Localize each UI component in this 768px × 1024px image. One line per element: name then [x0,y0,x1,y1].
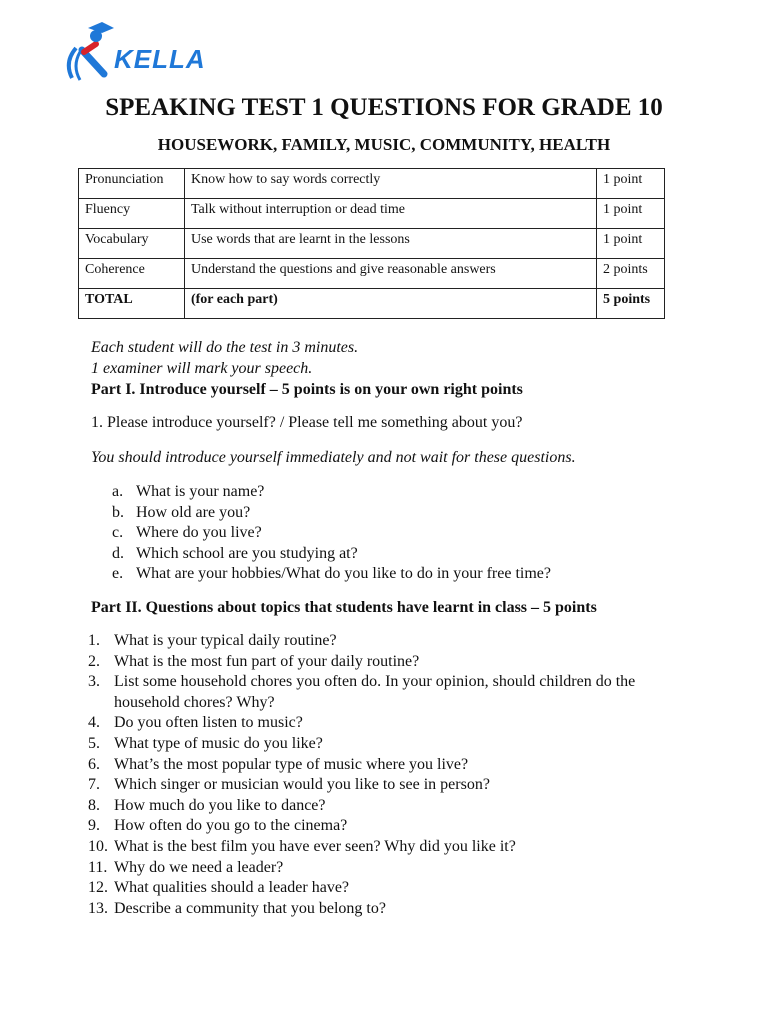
question-number: 2. [88,652,100,670]
question-text: How much do you like to dance? [114,796,326,814]
list-item [112,482,551,503]
part1-instruction: You should introduce yourself immediately and not wait for these questions. [91,449,576,466]
part2-heading: Part II. Questions about topics that students have learnt in class – 5 points [91,599,597,616]
list-item [88,652,674,673]
list-item-text: Which school are you studying at? [136,544,358,562]
list-marker: c. [112,524,124,542]
list-item-text: Where do you live? [136,524,262,542]
question-number: 9. [88,817,100,835]
question-text: How often do you go to the cinema? [114,817,348,835]
rubric-points: 1 point [597,229,665,259]
graduate-cap-figure-icon [62,22,122,84]
question-number: 4. [88,714,100,732]
rubric-row [79,289,665,319]
rubric-points: 1 point [597,169,665,199]
list-item [88,837,674,858]
rubric-description: Use words that are learnt in the lessons [184,229,596,259]
rubric-description: Know how to say words correctly [184,169,596,199]
note-examiner: 1 examiner will mark your speech. [91,360,313,377]
question-text: What is your typical daily routine? [114,632,337,649]
question-number: 7. [88,776,100,794]
rubric-criterion: Fluency [79,199,185,229]
question-number: 6. [88,755,100,773]
question-number: 5. [88,734,100,752]
question-number: 11. [88,858,108,876]
question-text: Which singer or musician would you like to see in person? [114,776,490,794]
list-item-text: What are your hobbies/What do you like to do in your free time? [136,565,551,583]
note-duration: Each student will do the test in 3 minutes. [91,339,359,356]
list-item [88,734,674,755]
question-text: List some household chores you often do. In your opinion, should children do the household chores? Why? [114,673,636,711]
rubric-points: 5 points [597,289,665,319]
part1-heading: Part I. Introduce yourself – 5 points is on your own right points [91,381,523,398]
rubric-description: Talk without interruption or dead time [184,199,596,229]
list-item [112,523,551,544]
list-item-text: How old are you? [136,503,251,521]
list-item [112,544,551,565]
question-text: Do you often listen to music? [114,714,303,732]
list-item [88,796,674,817]
rubric-points: 1 point [597,199,665,229]
page-subtitle: HOUSEWORK, FAMILY, MUSIC, COMMUNITY, HEALTH [157,135,611,154]
list-item [112,564,551,585]
list-item [112,503,551,524]
rubric-criterion: Vocabulary [79,229,185,259]
question-number: 10. [88,837,108,855]
page-title: SPEAKING TEST 1 QUESTIONS FOR GRADE 10 [105,94,663,121]
rubric-criterion: Coherence [79,259,185,289]
list-marker: b. [112,503,124,521]
question-text: What qualities should a leader have? [114,879,350,897]
list-marker: a. [112,483,124,500]
question-text: What type of music do you like? [114,734,323,752]
list-item [88,858,674,879]
kella-logo [62,22,206,86]
rubric-criterion: Pronunciation [79,169,185,199]
list-item [88,878,674,899]
rubric-description: Understand the questions and give reasonable answers [184,259,596,289]
list-item [88,672,674,713]
list-item [88,899,674,920]
list-item-text: What is your name? [136,483,265,500]
logo-text: KELLA [114,44,206,74]
rubric-points: 2 points [597,259,665,289]
question-text: What’s the most popular type of music where you live? [114,755,469,773]
list-item [88,755,674,776]
question-number: 13. [88,899,108,917]
rubric-row [79,169,665,199]
question-text: What is the best film you have ever seen? Why did you like it? [114,837,516,855]
question-number: 1. [88,632,100,649]
part1-subquestions-list [112,482,551,585]
list-marker: e. [112,565,124,583]
question-number: 3. [88,673,100,691]
list-marker: d. [112,544,124,562]
list-item [88,775,674,796]
scoring-rubric-table [78,168,665,319]
rubric-row [79,259,665,289]
rubric-description: (for each part) [184,289,596,319]
part1-question: 1. Please introduce yourself? / Please tell me something about you? [91,414,523,431]
rubric-row [79,229,665,259]
question-text: Why do we need a leader? [114,858,284,876]
question-number: 12. [88,879,108,897]
question-text: What is the most fun part of your daily routine? [114,652,420,670]
rubric-row [79,199,665,229]
part2-questions-list [88,631,674,919]
list-item [88,713,674,734]
rubric-criterion: TOTAL [79,289,185,319]
list-item [88,631,674,652]
list-item [88,816,674,837]
question-text: Describe a community that you belong to? [114,899,386,917]
question-number: 8. [88,796,100,814]
